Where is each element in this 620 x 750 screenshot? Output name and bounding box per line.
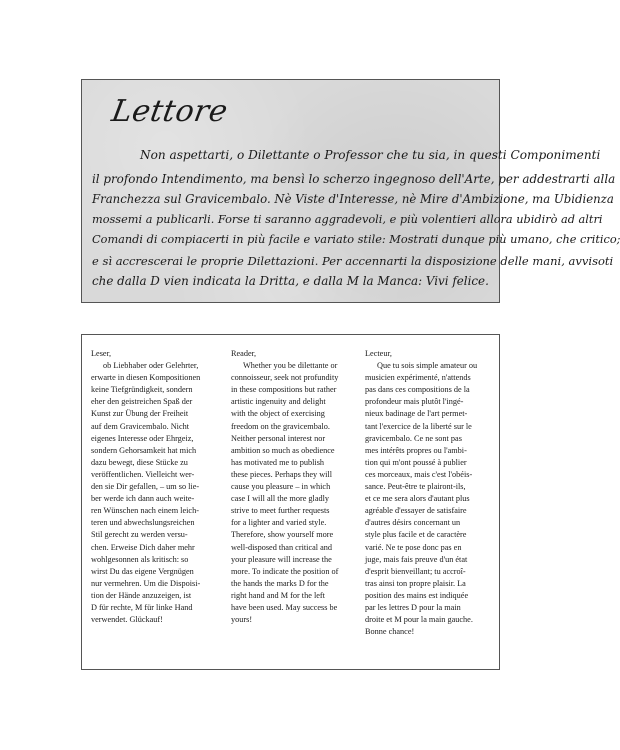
text-line: pas dans ces compositions de la: [365, 385, 470, 395]
text-line: more. To indicate the position of: [231, 566, 339, 576]
text-line: veröffentlichen. Vielleicht wer-: [91, 469, 195, 479]
text-line: yours!: [231, 615, 253, 625]
facsimile-line: Comandi di compiacerti in più facile e variato stile: Mostrati dunque più umano, che critico;: [92, 233, 620, 246]
text-line: Stil gerecht zu werden versu-: [91, 530, 188, 540]
text-line: juge, mais fais preuve d'un état: [365, 554, 468, 564]
text-line: par les lettres D pour la main: [365, 602, 461, 612]
text-line: auf dem Gravicembalo. Nicht: [91, 421, 190, 431]
text-line: Que tu sois simple amateur ou: [377, 361, 478, 371]
text-line: sance. Peut-être te plairont-ils,: [365, 482, 466, 492]
facsimile-line: mossemi a publicarli. Forse ti saranno aggradevoli, e più volentieri allora ubidirò ad altri: [92, 213, 603, 226]
text-line: ces morceaux, mais c'est l'obéis-: [365, 469, 473, 479]
text-line: profondeur mais plutôt l'ingé-: [365, 397, 464, 407]
facsimile-title: Lettore: [108, 94, 231, 129]
text-line: your pleasure will increase the: [231, 554, 332, 564]
text-line: keine Tiefgründigkeit, sondern: [91, 385, 193, 395]
text-line: dazu bewegt, diese Stücke zu: [91, 457, 188, 467]
english-heading: Reader,: [231, 349, 257, 358]
text-line: ambition so much as obedience: [231, 445, 335, 455]
text-line: Neither personal interest nor: [231, 433, 326, 443]
facsimile-line: Franchezza sul Gravicembalo. Nè Viste d'Interesse, nè Mire d'Ambizione, ma Ubidienza: [92, 192, 614, 206]
german-column: [91, 348, 209, 626]
facsimile-line: il profondo Intendimento, ma bensì lo scherzo ingegnoso dell'Arte, per addestrarti alla: [92, 172, 616, 186]
text-line: Therefore, show yourself more: [231, 530, 334, 540]
text-line: mes intérêts propres ou l'ambi-: [365, 445, 467, 455]
text-line: style plus facile et de caractère: [365, 530, 467, 540]
text-line: sondern Gehorsamkeit hat mich: [91, 445, 197, 455]
text-line: right hand and M for the left: [231, 590, 325, 600]
text-line: tras ainsi ton propre plaisir. La: [365, 578, 466, 588]
text-line: artistic ingenuity and delight: [231, 397, 326, 407]
text-line: erwarte in diesen Kompositionen: [91, 373, 201, 383]
text-line: musicien expérimenté, n'attends: [365, 373, 471, 383]
text-line: case I will all the more gladly: [231, 494, 330, 504]
english-body: [231, 360, 346, 626]
text-line: Bonne chance!: [365, 627, 415, 637]
text-line: D für rechte, M für linke Hand: [91, 602, 193, 612]
text-line: ob Liebhaber oder Gelehrter,: [103, 361, 199, 371]
text-line: eher den geistreichen Spaß der: [91, 397, 193, 407]
facsimile-line: che dalla D vien indicata la Dritta, e dalla M la Manca: Vivi felice.: [92, 274, 489, 288]
translations-box: [81, 334, 500, 670]
text-line: position des mains est indiquée: [365, 590, 469, 600]
text-line: d'esprit bienveillant; tu accroî-: [365, 566, 466, 576]
french-heading: Lecteur,: [365, 349, 392, 358]
text-line: agréable d'essayer de satisfaire: [365, 506, 467, 516]
text-line: wohlgesonnen als kritisch: so: [91, 554, 189, 564]
text-line: have been used. May success be: [231, 602, 338, 612]
french-column: [365, 348, 490, 638]
facsimile-panel: [81, 79, 620, 303]
text-line: den sie Dir gefallen, – um so lie-: [91, 482, 200, 492]
text-line: wirst Du das eigene Vergnügen: [91, 566, 194, 576]
text-line: strive to meet further requests: [231, 506, 330, 516]
text-line: has motivated me to publish: [231, 457, 325, 467]
text-line: et ce me sera alors d'autant plus: [365, 494, 470, 504]
text-line: ren Wünschen nach einem leich-: [91, 506, 199, 516]
text-line: chen. Erweise Dich daher mehr: [91, 542, 195, 552]
text-line: well-disposed than critical and: [231, 542, 333, 552]
german-body: [91, 360, 209, 626]
french-body: [365, 360, 490, 638]
text-line: teren und abwechslungsreichen: [91, 518, 195, 528]
text-line: eigenes Interesse oder Ehrgeiz,: [91, 433, 194, 443]
text-line: nieux badinage de l'art permet-: [365, 409, 468, 419]
text-line: tant l'exercice de la liberté sur le: [365, 421, 472, 431]
text-line: varié. Ne te pose donc pas en: [365, 542, 462, 552]
text-line: verwendet. Glückauf!: [91, 615, 163, 625]
text-line: connoisseur, seek not profundity: [231, 373, 339, 383]
text-line: Kunst zur Übung der Freiheit: [91, 409, 189, 419]
german-heading: Leser,: [91, 349, 112, 358]
text-line: ber werde ich dann auch weite-: [91, 494, 195, 504]
english-column: [231, 348, 346, 626]
text-line: Whether you be dilettante or: [243, 361, 338, 371]
facsimile-line: e sì accrescerai le proprie Dilettazioni. Per accennarti la disposizione delle mani, avvisoti: [92, 254, 614, 268]
text-line: these pieces. Perhaps they will: [231, 469, 333, 479]
text-line: nur vermehren. Um die Dispoisi-: [91, 578, 201, 588]
text-line: freedom on the gravicembalo.: [231, 421, 330, 431]
text-line: gravicembalo. Ce ne sont pas: [365, 433, 462, 443]
text-line: with the object of exercising: [231, 409, 325, 419]
text-line: d'autres désirs concernant un: [365, 518, 461, 528]
text-line: for a lighter and varied style.: [231, 518, 327, 528]
facsimile-text: [82, 80, 620, 302]
facsimile-line: Non aspettarti, o Dilettante o Professor che tu sia, in questi Componimenti: [140, 148, 601, 162]
text-line: tion qui m'ont poussé à publier: [365, 457, 467, 467]
text-line: the hands the marks D for the: [231, 578, 329, 588]
text-line: droite et M pour la main gauche.: [365, 615, 473, 625]
text-line: cause you pleasure – in which: [231, 482, 331, 492]
text-line: tion der Hände anzuzeigen, ist: [91, 590, 192, 600]
text-line: in these compositions but rather: [231, 385, 337, 395]
